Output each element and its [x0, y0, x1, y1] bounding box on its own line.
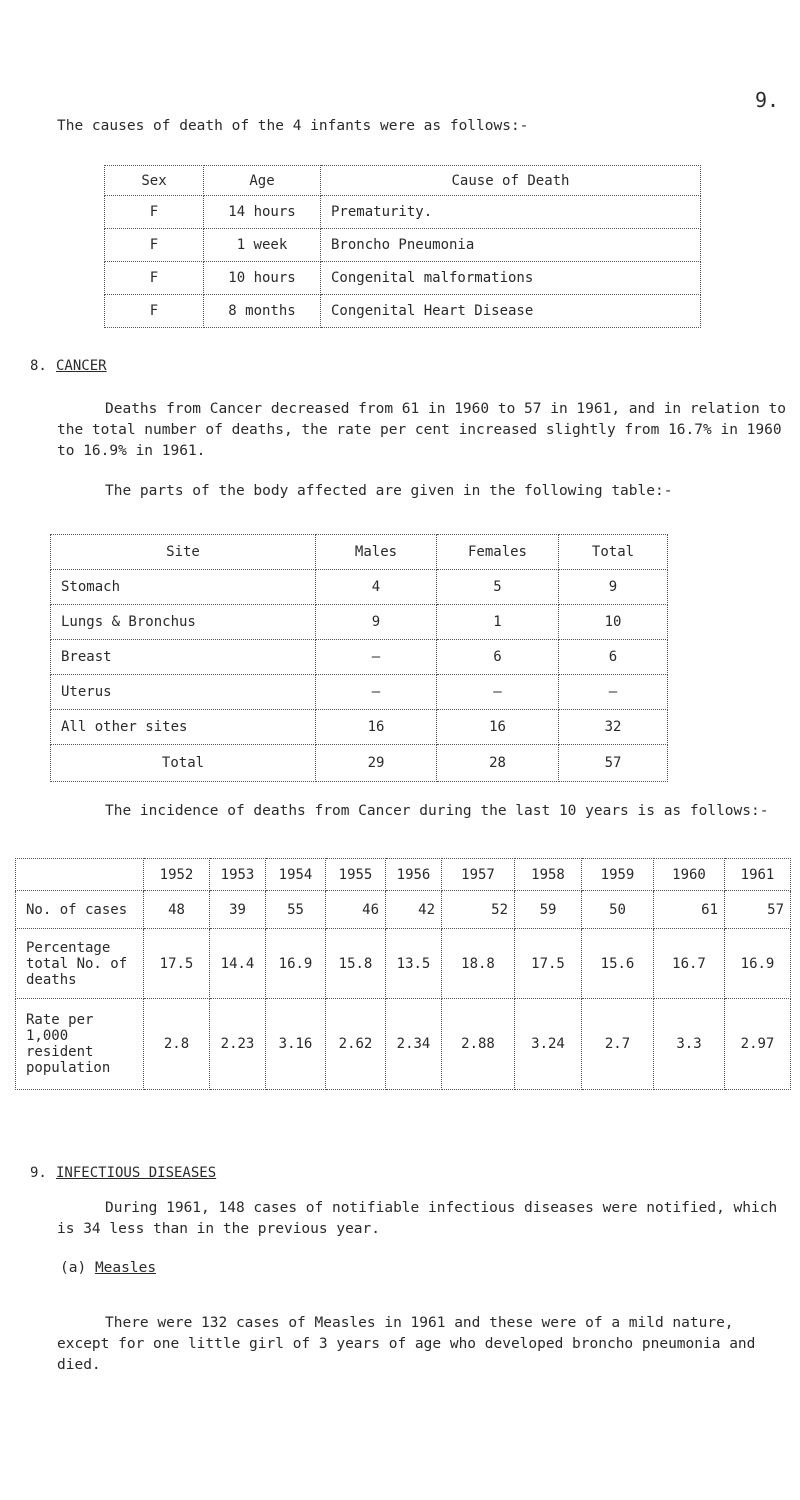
table-cell: Breast: [51, 640, 316, 675]
table-cell: F: [105, 229, 204, 262]
table-row: [105, 295, 701, 328]
table-cell: 14 hours: [204, 196, 321, 229]
table-cell: 9: [559, 570, 668, 605]
column-header: 1959: [582, 859, 654, 891]
table-header-row: [16, 859, 791, 891]
table-row: [105, 262, 701, 295]
table-row: [51, 640, 668, 675]
column-header: 1953: [210, 859, 266, 891]
infant-deaths-table: [104, 165, 701, 328]
infectious-paragraph-1: During 1961, 148 cases of notifiable infectious diseases were notified, which is 34 less than in the previous year.: [57, 1200, 778, 1237]
row-label: Percentage total No. of deaths: [16, 929, 144, 999]
table-header-row: [51, 535, 668, 570]
column-header: 1952: [144, 859, 210, 891]
table-cell: 61: [654, 891, 725, 929]
table-cell: 5: [437, 570, 559, 605]
column-header: 1961: [725, 859, 791, 891]
table-cell: 39: [210, 891, 266, 929]
table-cell: 2.97: [725, 999, 791, 1090]
subsection-label: (a): [60, 1260, 87, 1276]
page-number: 9.: [755, 88, 780, 112]
table-row: [16, 929, 791, 999]
column-header: Females: [437, 535, 559, 570]
table-cell: 57: [725, 891, 791, 929]
table-cell: 2.7: [582, 999, 654, 1090]
table-cell: 9: [316, 605, 437, 640]
column-header: 1955: [326, 859, 386, 891]
column-header-blank: [16, 859, 144, 891]
column-header: Sex: [105, 166, 204, 196]
intro-text: The causes of death of the 4 infants were as follows:-: [57, 118, 529, 134]
table-cell: 52: [442, 891, 515, 929]
subsection-heading-measles: [60, 1260, 156, 1276]
table-cell: Stomach: [51, 570, 316, 605]
table-cell: 10 hours: [204, 262, 321, 295]
column-header: 1958: [515, 859, 582, 891]
table-cell: F: [105, 196, 204, 229]
table-cell: 29: [316, 745, 437, 782]
table-cell: –: [559, 675, 668, 710]
table-cell: 57: [559, 745, 668, 782]
table-cell: Broncho Pneumonia: [321, 229, 701, 262]
table-cell: Total: [51, 745, 316, 782]
table-cell: 3.3: [654, 999, 725, 1090]
table-cell: 16: [437, 710, 559, 745]
table-cell: 17.5: [144, 929, 210, 999]
section-heading-infectious-diseases: [30, 1165, 216, 1181]
table-cell: –: [316, 675, 437, 710]
column-header: Males: [316, 535, 437, 570]
table-cell: Congenital Heart Disease: [321, 295, 701, 328]
table-cell: 1 week: [204, 229, 321, 262]
column-header: 1960: [654, 859, 725, 891]
cancer-paragraph-2: The parts of the body affected are given in the following table:-: [105, 483, 673, 499]
table-cell: 4: [316, 570, 437, 605]
table-cell: 10: [559, 605, 668, 640]
column-header: Site: [51, 535, 316, 570]
table-cell: 59: [515, 891, 582, 929]
table-header-row: [105, 166, 701, 196]
table-cell: 15.8: [326, 929, 386, 999]
table-cell: 8 months: [204, 295, 321, 328]
column-header: Total: [559, 535, 668, 570]
table-cell: 50: [582, 891, 654, 929]
column-header: 1957: [442, 859, 515, 891]
table-row: [105, 229, 701, 262]
table-cell: 3.16: [266, 999, 326, 1090]
column-header: Age: [204, 166, 321, 196]
table-cell: 16.7: [654, 929, 725, 999]
row-label: Rate per 1,000 resident population: [16, 999, 144, 1090]
section-number: 9.: [30, 1165, 47, 1181]
table-cell: 2.23: [210, 999, 266, 1090]
subsection-title: Measles: [94, 1260, 157, 1276]
table-total-row: [51, 745, 668, 782]
table-cell: Prematurity.: [321, 196, 701, 229]
table-cell: 14.4: [210, 929, 266, 999]
table-cell: Uterus: [51, 675, 316, 710]
table-cell: 48: [144, 891, 210, 929]
table-cell: 15.6: [582, 929, 654, 999]
cancer-sites-table: [50, 534, 668, 782]
table-cell: 2.34: [386, 999, 442, 1090]
table-row: [105, 196, 701, 229]
table-cell: 16.9: [725, 929, 791, 999]
table-cell: F: [105, 295, 204, 328]
table-cell: 2.88: [442, 999, 515, 1090]
cancer-incidence-table: [15, 858, 791, 1090]
table-row: [51, 605, 668, 640]
table-cell: 3.24: [515, 999, 582, 1090]
table-cell: 6: [437, 640, 559, 675]
cancer-paragraph-3: The incidence of deaths from Cancer during the last 10 years is as follows:-: [105, 803, 769, 819]
section-title: INFECTIOUS DISEASES: [56, 1165, 217, 1181]
table-cell: 16.9: [266, 929, 326, 999]
table-cell: Lungs & Bronchus: [51, 605, 316, 640]
column-header: 1954: [266, 859, 326, 891]
section-title: CANCER: [56, 358, 107, 374]
column-header: 1956: [386, 859, 442, 891]
table-cell: 17.5: [515, 929, 582, 999]
measles-paragraph: There were 132 cases of Measles in 1961 and these were of a mild nature, except for one little girl of 3 years of age who developed broncho pneumonia and died.: [57, 1315, 756, 1373]
table-row: [51, 710, 668, 745]
table-cell: All other sites: [51, 710, 316, 745]
table-cell: 2.62: [326, 999, 386, 1090]
section-heading-cancer: [30, 358, 107, 374]
column-header: Cause of Death: [321, 166, 701, 196]
table-cell: 2.8: [144, 999, 210, 1090]
table-cell: 1: [437, 605, 559, 640]
row-label: No. of cases: [16, 891, 144, 929]
table-cell: –: [316, 640, 437, 675]
table-row: [16, 999, 791, 1090]
cancer-paragraph-1: Deaths from Cancer decreased from 61 in 1960 to 57 in 1961, and in relation to the total number of deaths, the rate per cent increased slightly from 16.7% in 1960 to 16.9% in 1961.: [57, 401, 786, 459]
table-cell: 32: [559, 710, 668, 745]
table-cell: 42: [386, 891, 442, 929]
table-cell: F: [105, 262, 204, 295]
section-number: 8.: [30, 358, 47, 374]
table-row: [16, 891, 791, 929]
table-row: [51, 570, 668, 605]
table-cell: 46: [326, 891, 386, 929]
table-cell: 18.8: [442, 929, 515, 999]
table-row: [51, 675, 668, 710]
table-cell: 6: [559, 640, 668, 675]
table-cell: –: [437, 675, 559, 710]
table-cell: 13.5: [386, 929, 442, 999]
table-cell: 16: [316, 710, 437, 745]
table-cell: Congenital malformations: [321, 262, 701, 295]
table-cell: 28: [437, 745, 559, 782]
table-cell: 55: [266, 891, 326, 929]
